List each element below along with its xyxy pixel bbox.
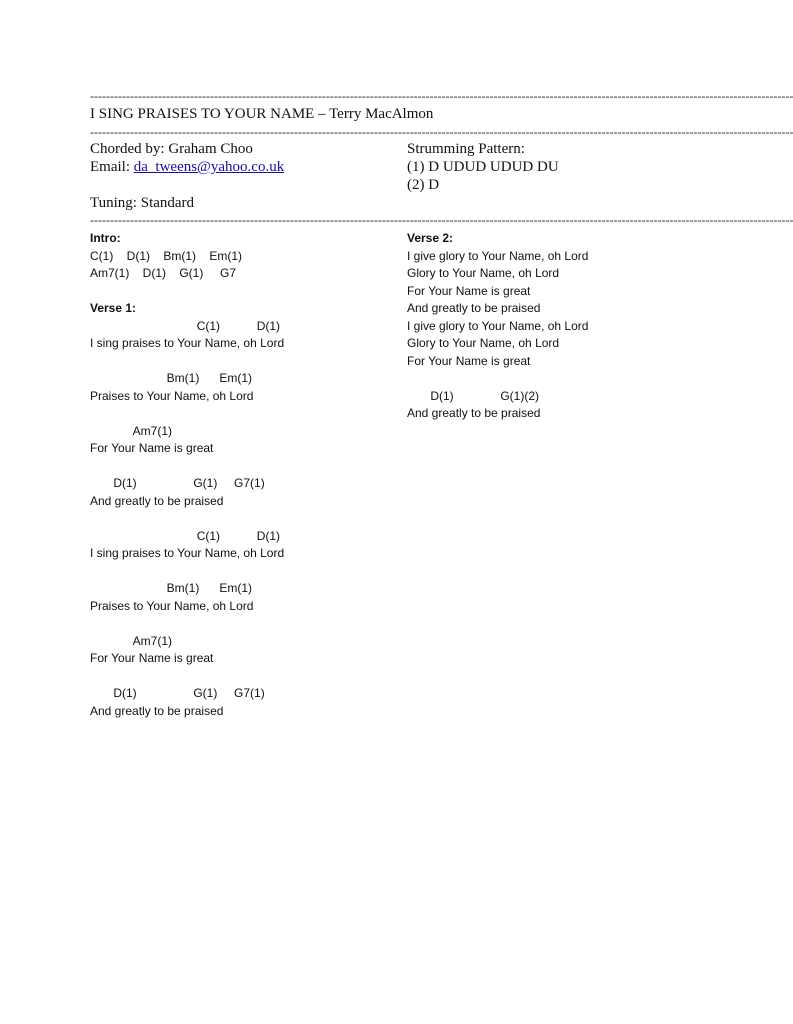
chord-line: Bm(1) Em(1) (90, 581, 253, 595)
dashed-rule-title: -------------------------------------------------------------------------------------------------------------------------------------------------------------------------------- (90, 125, 793, 139)
blank-line (90, 405, 284, 423)
chorded-by: Chorded by: Graham Choo (90, 141, 253, 157)
lyric-line: For Your Name is great (407, 353, 531, 368)
blank-line (90, 510, 284, 528)
blank-line (90, 353, 284, 371)
verse2-heading: Verse 2: (407, 231, 454, 245)
chord-line: D(1) G(1) G7(1) (90, 686, 265, 700)
chord-line: C(1) D(1) (90, 318, 281, 333)
lyric-line: I sing praises to Your Name, oh Lord (90, 546, 285, 560)
verse1-body (90, 318, 284, 721)
chord-line: D(1) G(1) G7(1) (90, 476, 265, 490)
strumming-title: Strumming Pattern: (407, 141, 525, 157)
verse1-heading: Verse 1: (90, 301, 137, 315)
email-link[interactable]: da_tweens@yahoo.co.uk (133, 159, 285, 175)
song-title: I SING PRAISES TO YOUR NAME – Terry MacAlmon (90, 106, 434, 122)
lyric-line: And greatly to be praised (407, 301, 541, 315)
lyric-line: I give glory to Your Name, oh Lord (407, 248, 589, 263)
lyric-line: And greatly to be praised (90, 703, 224, 718)
strumming-pattern-1: (1) D UDUD UDUD DU (407, 159, 559, 175)
dashed-rule-info: -------------------------------------------------------------------------------------------------------------------------------------------------------------------------------- (90, 213, 793, 227)
dashed-rule-top: -------------------------------------------------------------------------------------------------------------------------------------------------------------------------------- (90, 89, 793, 103)
chord-line: Bm(1) Em(1) (90, 371, 253, 385)
tuning: Tuning: Standard (90, 195, 195, 211)
lyric-line: Praises to Your Name, oh Lord (90, 598, 254, 613)
chord-line: C(1) D(1) (90, 528, 281, 543)
chord-line: D(1) G(1)(2) (407, 388, 540, 403)
lyric-line: I give glory to Your Name, oh Lord (407, 318, 589, 333)
blank-line (90, 458, 284, 476)
lyric-line: Praises to Your Name, oh Lord (90, 388, 254, 403)
email-label: Email: (90, 159, 134, 175)
verse2-body (407, 248, 588, 423)
lyric-line: I sing praises to Your Name, oh Lord (90, 336, 285, 350)
lyric-line: Glory to Your Name, oh Lord (407, 266, 560, 280)
lyric-line: For Your Name is great (407, 283, 531, 298)
lyric-line: And greatly to be praised (407, 406, 541, 420)
intro-chords-2: Am7(1) D(1) G(1) G7 (90, 266, 237, 280)
lyric-line: And greatly to be praised (90, 493, 224, 508)
lyric-line: For Your Name is great (90, 651, 214, 665)
blank-line (90, 668, 284, 686)
lyric-line: For Your Name is great (90, 441, 214, 455)
blank-line (407, 370, 588, 388)
intro-chords-1: C(1) D(1) Bm(1) Em(1) (90, 248, 243, 263)
intro-heading: Intro: (90, 231, 121, 245)
email-line (90, 158, 284, 176)
blank-line (90, 615, 284, 633)
lyric-line: Glory to Your Name, oh Lord (407, 336, 560, 350)
chord-line: Am7(1) (90, 633, 173, 648)
strumming-pattern-2: (2) D (407, 177, 440, 193)
chord-line: Am7(1) (90, 423, 173, 438)
blank-line (90, 563, 284, 581)
